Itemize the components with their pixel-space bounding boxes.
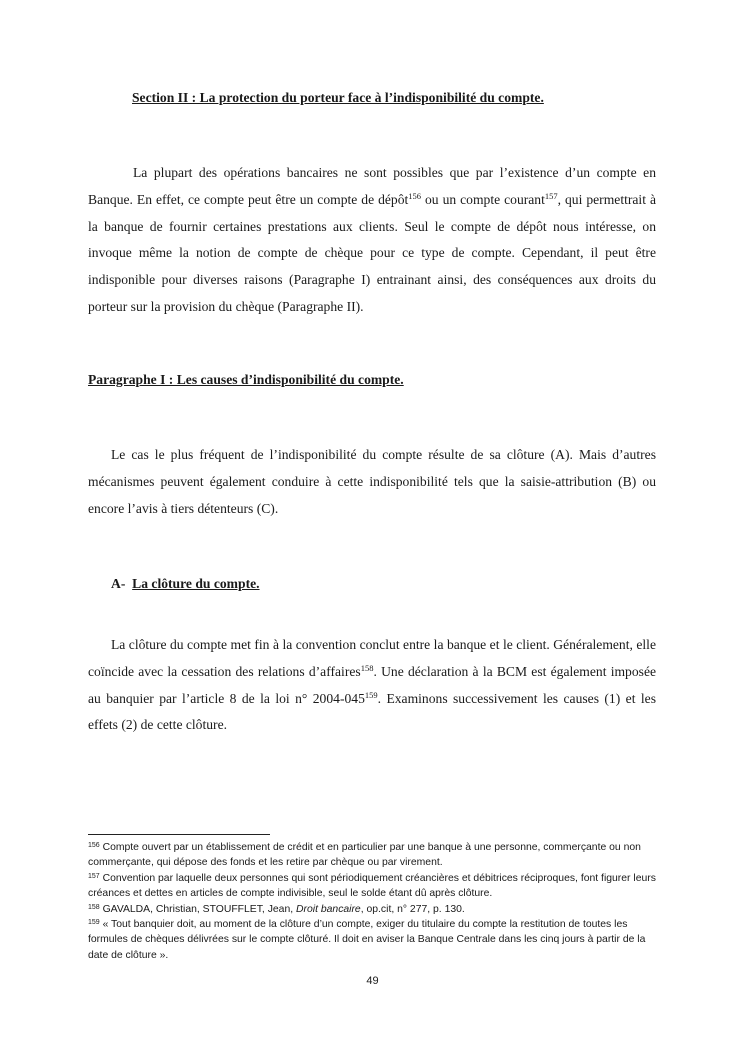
footnote-text: « Tout banquier doit, au moment de la clôture d’un compte, exiger du titulaire du compte la restitution de toutes les formules de chèques délivrées sur le compte clôturé. Il doit en aviser la Banque Centrale dans les cinq jours à partir de la date de clôture ». (88, 919, 646, 961)
footnotes (88, 840, 660, 963)
footnote-text: Compte ouvert par un établissement de crédit et en particulier par une banque à une personne, commerçante ou non commerçante, qui dépose des fonds et les retire par chèque ou par virement. (88, 842, 641, 869)
footnote-separator (88, 834, 270, 835)
footnote-number: 159 (88, 919, 100, 927)
footnote-text: GAVALDA, Christian, STOUFFLET, Jean, (99, 903, 297, 915)
closure-text-2: . Une déclaration à la BCM est également imposée au banquier par l’article 8 de la loi n° 2004-045 (88, 663, 657, 706)
footnote-157 (88, 871, 660, 902)
closure-text-1: La clôture du compte met fin à la convention conclut entre la banque et le client. Généralement, elle coïncide avec la cessation des relations d’affaires (88, 637, 656, 679)
closure-text-3: . Examinons successivement les causes (1) et les effets (2) de cette clôture. (88, 690, 656, 733)
intro-text-3: , qui permettrait à la banque de fournir certaines prestations aux clients. Seul le compte de dépôt nous intéresse, on invoque même la notion de compte de chèque pour ce type de compte. Cependant, il peut être indisponible pour diverses raisons (Paragraphe I) entrainant ainsi, des conséquences aux droits du porteur sur la provision du chèque (Paragraphe II). (88, 191, 656, 314)
subsection-heading (111, 576, 260, 592)
footnote-158 (88, 902, 660, 917)
page-number: 49 (366, 975, 379, 987)
footnote-ref-156: 156 (408, 190, 422, 201)
intro-paragraph (88, 160, 656, 321)
footnote-italic-title: Droit bancaire (296, 903, 361, 915)
footnote-number: 157 (88, 872, 100, 880)
closure-paragraph (88, 632, 656, 739)
footnote-ref-157: 157 (544, 190, 558, 201)
footnote-159 (88, 917, 660, 963)
footnote-156 (88, 840, 660, 871)
footnote-text: Convention par laquelle deux personnes qui sont périodiquement créancières et débitrices réciproques, font figurer leurs créances et dettes en articles de compte indivisible, seul le solde étant dû après clôture. (88, 872, 656, 900)
footnote-number: 156 (88, 842, 100, 849)
paragraph-intro: Le cas le plus fréquent de l’indisponibilité du compte résulte de sa clôture (A). Mais d’autres mécanismes peuvent également conduire à cette indisponibilité tels que la saisie-attribution (B) ou encore l’avis à tiers détenteurs (C). (88, 447, 656, 516)
paragraph-heading: Paragraphe I : Les causes d’indisponibilité du compte. (88, 372, 404, 387)
intro-text-2: ou un compte courant (421, 191, 545, 207)
section-title: Section II : La protection du porteur face à l’indisponibilité du compte. (132, 90, 544, 105)
intro-text-1: La plupart des opérations bancaires ne sont possibles que par l’existence d’un compte en Banque. En effet, ce compte peut être un compte de dépôt (88, 165, 656, 207)
subsection-title: La clôture du compte. (132, 576, 260, 591)
subsection-marker: A- (111, 576, 126, 591)
footnote-number: 158 (88, 903, 100, 911)
footnote-ref-159: 159 (364, 689, 378, 700)
footnote-text: , op.cit, n° 277, p. 130. (360, 903, 465, 915)
footnote-ref-158: 158 (360, 662, 374, 673)
